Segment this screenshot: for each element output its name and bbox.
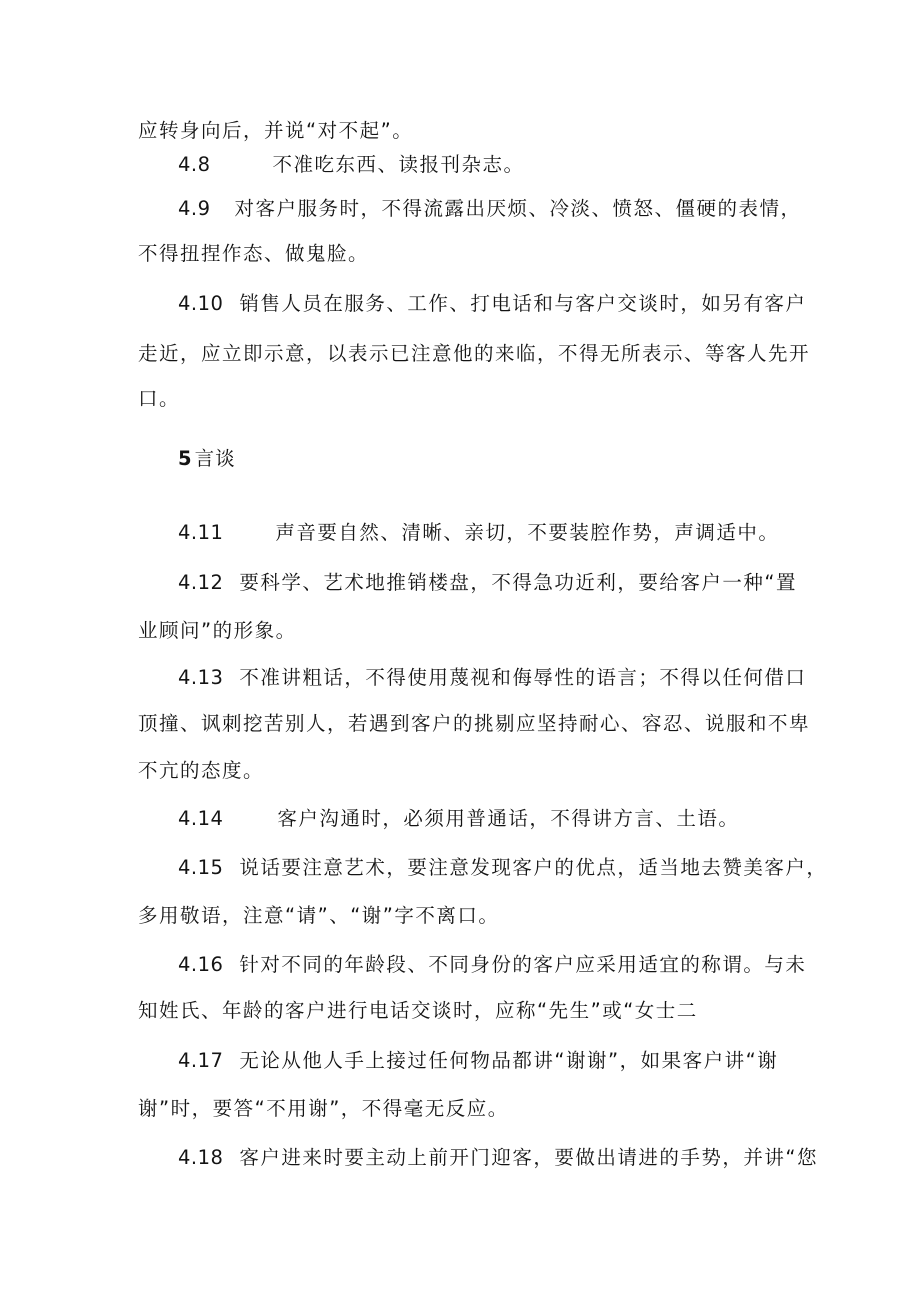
clause-number: 4.16 bbox=[178, 953, 224, 976]
line-text: 口。 bbox=[138, 387, 181, 410]
clause-text: 针对不同的年龄段、不同身份的客户应采用适宜的称谓。与未 bbox=[239, 953, 807, 976]
clause-text: 销售人员在服务、工作、打电话和与客户交谈时，如另有客户 bbox=[239, 292, 807, 315]
clause-text: 说话要注意艺术，要注意发现客户的优点，适当地去赞美客户， bbox=[239, 856, 828, 879]
clause-text: 客户沟通时，必须用普通话，不得讲方言、土语。 bbox=[277, 807, 740, 830]
clause-text: 无论从他人手上接过任何物品都讲“谢谢”，如果客户讲“谢 bbox=[239, 1049, 779, 1072]
paragraph-line bbox=[138, 118, 413, 144]
clause-number: 4.11 bbox=[178, 521, 224, 544]
clause-4-12 bbox=[178, 570, 797, 596]
line-text: 知姓氏、年龄的客户进行电话交谈时，应称“先生”或“女士二 bbox=[138, 999, 698, 1022]
line-text: 走近，应立即示意，以表示已注意他的来临，不得无所表示、等客人先开 bbox=[138, 342, 811, 365]
clause-4-11 bbox=[178, 520, 779, 546]
paragraph-line bbox=[138, 618, 297, 644]
clause-number: 4.18 bbox=[178, 1146, 224, 1169]
line-text: 谢”时，要答“不用谢”，不得毫无反应。 bbox=[138, 1097, 509, 1120]
line-text: 业顾问”的形象。 bbox=[138, 619, 297, 642]
clause-text: 要科学、艺术地推销楼盘，不得急功近利，要给客户一种“置 bbox=[239, 571, 798, 594]
paragraph-line bbox=[138, 998, 698, 1024]
section-heading bbox=[178, 446, 236, 472]
clause-text: 不准吃东西、读报刊杂志。 bbox=[272, 153, 525, 176]
clause-4-13 bbox=[178, 665, 806, 691]
line-text: 顶撞、讽刺挖苦别人，若遇到客户的挑剔应坚持耐心、容忍、说服和不卑 bbox=[138, 712, 811, 735]
line-text: 应转身向后，并说“对不起”。 bbox=[138, 119, 414, 142]
section-number: 5 bbox=[178, 447, 193, 470]
clause-text: 不准讲粗话，不得使用蔑视和侮辱性的语言；不得以任何借口 bbox=[239, 666, 807, 689]
clause-4-16 bbox=[178, 952, 806, 978]
clause-4-17 bbox=[178, 1048, 778, 1074]
line-text: 不亢的态度。 bbox=[138, 759, 265, 782]
clause-4-18 bbox=[178, 1145, 818, 1171]
paragraph-line bbox=[138, 386, 180, 412]
clause-text: 声音要自然、清晰、亲切，不要装腔作势，声调适中。 bbox=[275, 521, 780, 544]
line-text: 不得扭捏作态、做鬼脸。 bbox=[138, 242, 370, 265]
clause-number: 4.9 bbox=[178, 197, 211, 220]
clause-4-9 bbox=[178, 196, 802, 222]
clause-4-14 bbox=[178, 806, 739, 832]
clause-number: 4.10 bbox=[178, 292, 224, 315]
paragraph-line bbox=[138, 341, 810, 367]
clause-number: 4.12 bbox=[178, 571, 224, 594]
clause-text: 客户进来时要主动上前开门迎客，要做出请进的手势，并讲“您 bbox=[239, 1146, 819, 1169]
clause-number: 4.13 bbox=[178, 666, 224, 689]
clause-4-15 bbox=[178, 855, 827, 881]
clause-number: 4.15 bbox=[178, 856, 224, 879]
paragraph-line bbox=[138, 903, 499, 929]
clause-4-10 bbox=[178, 291, 806, 317]
clause-text: 对客户服务时，不得流露出厌烦、冷淡、愤怒、僵硬的表情， bbox=[234, 197, 802, 220]
paragraph-line bbox=[138, 711, 810, 737]
paragraph-line bbox=[138, 241, 369, 267]
paragraph-line bbox=[138, 758, 264, 784]
clause-4-8 bbox=[178, 152, 525, 178]
line-text: 多用敬语，注意“请”、“谢”字不离口。 bbox=[138, 904, 500, 927]
clause-number: 4.14 bbox=[178, 807, 224, 830]
paragraph-line bbox=[138, 1096, 509, 1122]
section-title: 言谈 bbox=[194, 447, 236, 470]
clause-number: 4.17 bbox=[178, 1049, 224, 1072]
clause-number: 4.8 bbox=[178, 153, 211, 176]
